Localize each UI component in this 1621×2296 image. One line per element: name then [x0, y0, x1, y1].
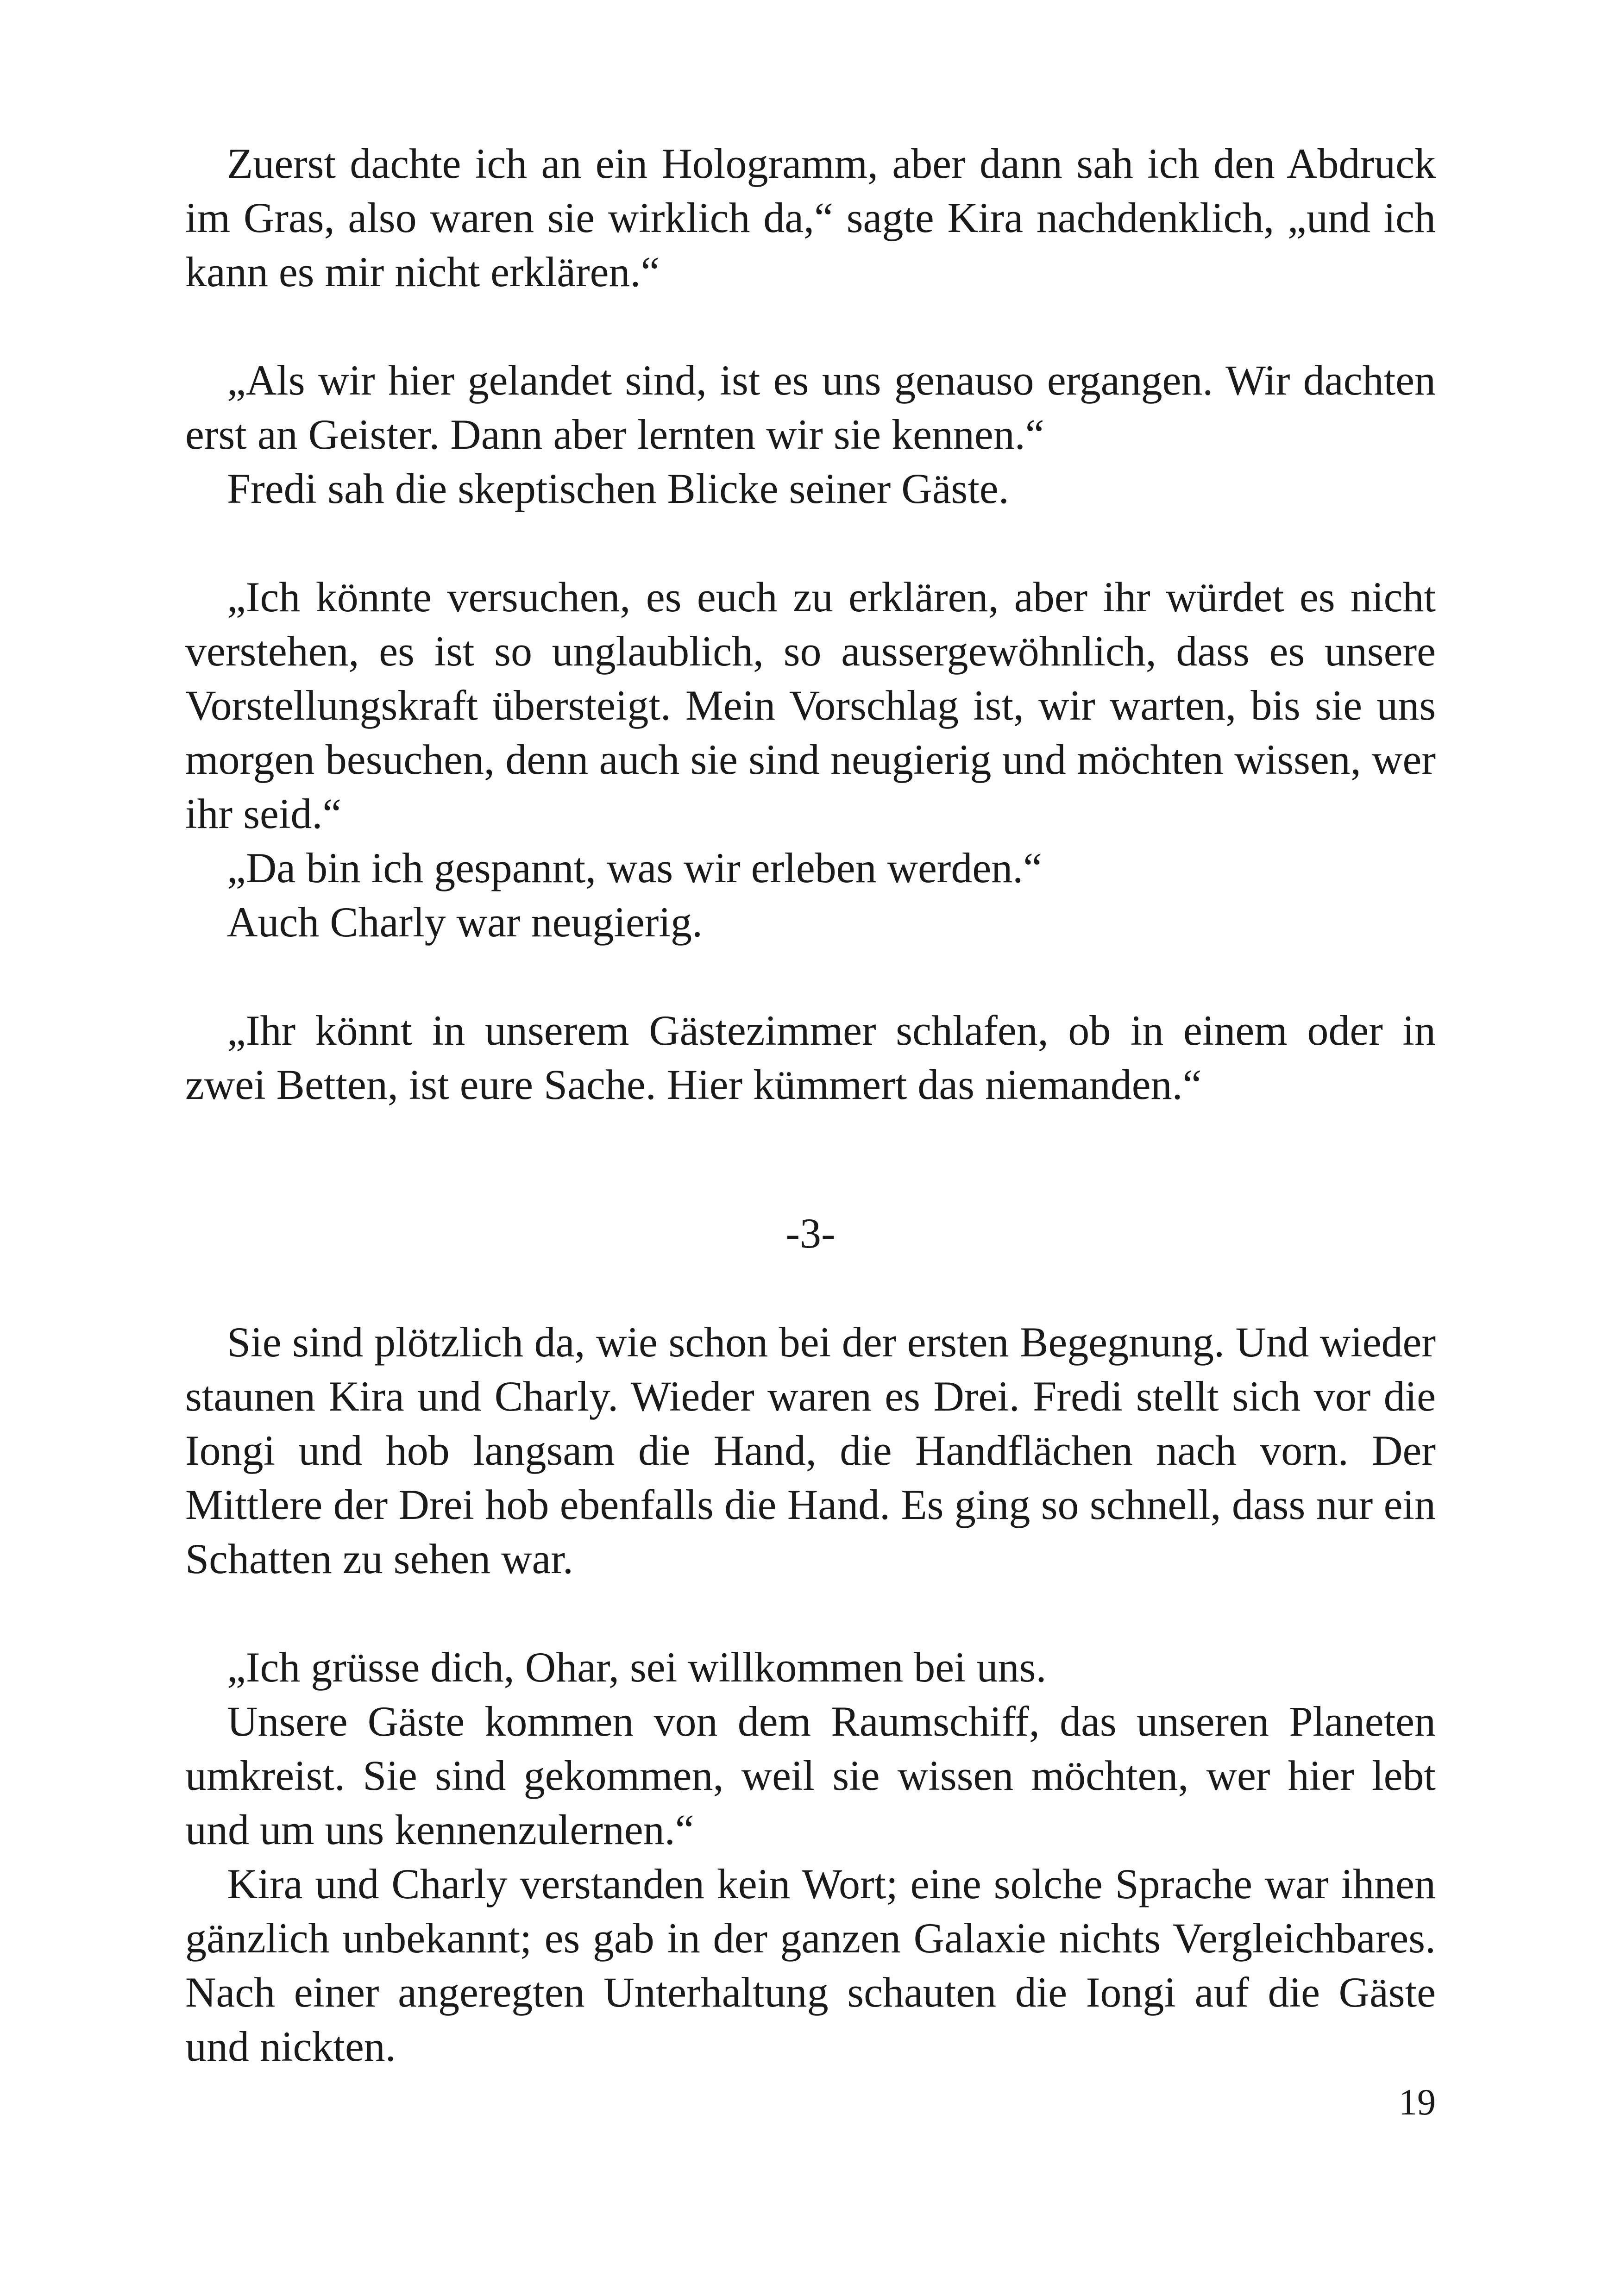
paragraph: „Ich grüsse dich, Ohar, sei willkommen bei uns. — [227, 1644, 1047, 1691]
section-number: -3- — [785, 1210, 836, 1257]
paragraph: Fredi sah die skeptischen Blicke seiner Gäste. — [227, 465, 1009, 512]
paragraph-gap — [185, 516, 1436, 570]
paragraph: „Ich könnte versuchen, es euch zu erklären, aber ihr würdet es nicht verstehen, es ist so unglaublich, so aussergewöhnlich, dass es unsere Vorstellungskraft übersteigt. Mein Vorschlag ist, wir warten, bis sie uns morgen besuchen, denn auch sie sind neugierig und möchten wissen, wer ihr seid.“ — [185, 573, 1436, 837]
paragraph-gap — [185, 949, 1436, 1004]
paragraph: Zuerst dachte ich an ein Hologramm, aber dann sah ich den Abdruck im Gras, also waren sie wirklich da,“ sagte Kira nachdenklich, „und ich kann es mir nicht erklären.“ — [185, 140, 1436, 295]
page-number: 19 — [1399, 2082, 1436, 2123]
paragraph: Kira und Charly verstanden kein Wort; eine solche Sprache war ihnen gänzlich unbekannt; es gab in der ganzen Galaxie nichts Vergleichbares. Nach einer angeregten Unterhaltung schauten die Iongi auf die Gäste und nickten. — [185, 1860, 1436, 2070]
paragraph: Unsere Gäste kommen von dem Raumschiff, das unseren Planeten umkreist. Sie sind gekommen, weil sie wissen möchten, wer hier lebt und um uns kennenzulernen.“ — [185, 1698, 1436, 1853]
paragraph: „Ihr könnt in unserem Gästezimmer schlafen, ob in einem oder in zwei Betten, ist eure Sache. Hier kümmert das niemanden.“ — [185, 1007, 1436, 1108]
paragraph: Auch Charly war neugierig. — [227, 898, 703, 946]
paragraph: „Da bin ich gespannt, was wir erleben werden.“ — [227, 844, 1043, 891]
paragraph: Sie sind plötzlich da, wie schon bei der ersten Begegnung. Und wieder staunen Kira und Charly. Wieder waren es Drei. Fredi stellt sich vor die Iongi und hob langsam die Hand, die Handflächen nach vorn. Der Mittlere der Drei hob ebenfalls die Hand. Es ging so schnell, dass nur ein Schatten zu sehen war. — [185, 1318, 1436, 1582]
paragraph: „Als wir hier gelandet sind, ist es uns genauso ergangen. Wir dachten erst an Geister. Dann aber lernten wir sie kennen.“ — [185, 357, 1436, 458]
lower-text-block — [185, 1315, 1436, 2074]
paragraph-gap — [185, 1586, 1436, 1640]
paragraph-gap — [185, 299, 1436, 353]
upper-text-block — [185, 137, 1436, 1112]
